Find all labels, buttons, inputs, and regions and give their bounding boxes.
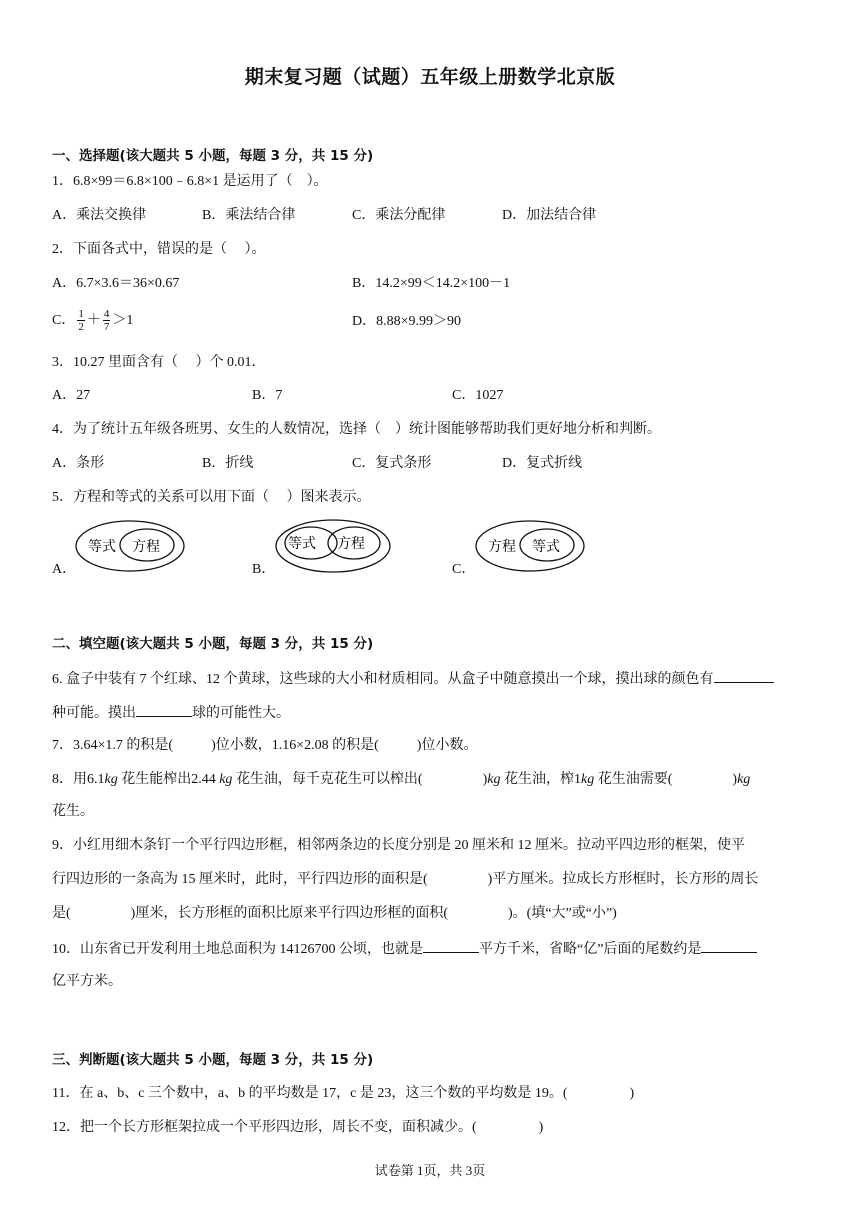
label-equation: 方程: [132, 539, 160, 555]
label-equality: 等式: [88, 539, 116, 555]
page-footer: 试卷第 1页，共 3页: [374, 1163, 486, 1178]
question-9-line-1: 9．小红用细木条钉一个平行四边形框，相邻两条边的长度分别是 20 厘米和 12 厘米。拉动平四边形的框架，使平: [52, 838, 745, 853]
question-10-line-1: 10．山东省已开发利用土地总面积为 14126700 公顷，也就是 平方千米，省略“亿”后面的尾数约是: [52, 938, 757, 960]
venn-diagram-c[interactable]: [474, 518, 586, 574]
q1-option-d[interactable]: D．加法结合律: [502, 208, 597, 223]
section-heading-judge: 三、判断题(该大题共 5 小题，每题 3 分，共 15 分): [52, 1052, 374, 1068]
q5-option-a[interactable]: A．: [52, 562, 77, 577]
question-8-line-1: 8．用6.1kg 花生能榨出2.44 kg 花生油，每千克花生可以榨出( )kg 花生油，榨1kg 花生油需要( )kg: [52, 772, 751, 787]
label-equality: 等式: [532, 539, 560, 555]
q2-option-a[interactable]: A．6.7×3.6＝36×0.67: [52, 276, 180, 291]
q3-option-a[interactable]: A．27: [52, 388, 91, 403]
q2-option-c-prefix: C．: [52, 313, 76, 328]
section-heading-fill: 二、填空题(该大题共 5 小题，每题 3 分，共 15 分): [52, 636, 374, 652]
question-10-line-2: 亿平方米。: [52, 974, 122, 989]
question-2-stem: 2．下面各式中，错误的是（ ）。: [52, 242, 266, 257]
q1-option-c[interactable]: C．乘法分配律: [352, 208, 446, 223]
q2-option-c-suffix: ＞1: [112, 313, 134, 328]
answer-blank[interactable]: [701, 938, 757, 953]
question-1-stem: 1．6.8×99＝6.8×100﹣6.8×1 是运用了（ ）。: [52, 174, 328, 189]
q3-option-b[interactable]: B．7: [252, 388, 283, 403]
question-12: 12．把一个长方形框架拉成一个平形四边形，周长不变，面积减少。( ): [52, 1120, 544, 1135]
q4-option-a[interactable]: A．条形: [52, 456, 105, 471]
label-equation: 方程: [488, 539, 516, 555]
q4-option-b[interactable]: B．折线: [202, 456, 254, 471]
question-8-line-2: 花生。: [52, 804, 94, 819]
q3-option-c[interactable]: C．1027: [452, 388, 504, 403]
q4-option-c[interactable]: C．复式条形: [352, 456, 432, 471]
question-6-line-2: 种可能。摸出 球的可能性大。: [52, 702, 290, 724]
question-5-stem: 5．方程和等式的关系可以用下面（ ）图来表示。: [52, 490, 371, 505]
q1-option-a[interactable]: A．乘法交换律: [52, 208, 147, 223]
section-heading-choice: 一、选择题(该大题共 5 小题，每题 3 分，共 15 分): [52, 148, 374, 164]
question-6-line-1: 6. 盒子中装有 7 个红球、12 个黄球，这些球的大小和材质相同。从盒子中随意摸出一个球，摸出球的颜色有: [52, 668, 774, 690]
label-equation: 方程: [337, 536, 365, 552]
venn-diagram-a[interactable]: [74, 518, 186, 574]
page-title: 期末复习题（试题）五年级上册数学北京版: [244, 66, 616, 88]
answer-blank[interactable]: [423, 938, 479, 953]
question-9-line-3: 是( )厘米，长方形框的面积比原来平行四边形框的面积( )。(填“大”或“小”): [52, 906, 617, 921]
fraction-four-sevenths: $\frac{4}{7}$: [103, 308, 110, 334]
fraction-one-half: $\frac{1}{2}$: [78, 308, 84, 334]
q5-option-b[interactable]: B．: [252, 562, 276, 577]
question-3-stem: 3．10.27 里面含有（ ）个 0.01．: [52, 355, 266, 370]
q1-option-b[interactable]: B．乘法结合律: [202, 208, 296, 223]
q4-option-d[interactable]: D．复式折线: [502, 456, 583, 471]
question-9-line-2: 行四边形的一条高为 15 厘米时，此时，平行四边形的面积是( )平方厘米。拉成长方形框时，长方形的周长: [52, 872, 759, 887]
question-11: 11．在 a、b、c 三个数中，a、b 的平均数是 17，c 是 23，这三个数的平均数是 19。( ): [52, 1086, 635, 1101]
plus-sign: ＋: [86, 313, 101, 328]
answer-blank[interactable]: [714, 668, 774, 683]
q2-option-d[interactable]: D．8.88×9.99＞90: [352, 314, 462, 329]
label-equality: 等式: [288, 536, 316, 552]
answer-blank[interactable]: [136, 702, 192, 717]
question-7: 7．3.64×1.7 的积是( )位小数，1.16×2.08 的积是( )位小数。: [52, 738, 478, 753]
venn-diagram-b[interactable]: [274, 518, 392, 576]
q5-option-c[interactable]: C．: [452, 562, 476, 577]
q2-option-c[interactable]: [52, 306, 133, 336]
question-4-stem: 4．为了统计五年级各班男、女生的人数情况，选择（ ）统计图能够帮助我们更好地分析和判断。: [52, 422, 661, 437]
q2-option-b[interactable]: B．14.2×99＜14.2×100－1: [352, 276, 511, 291]
